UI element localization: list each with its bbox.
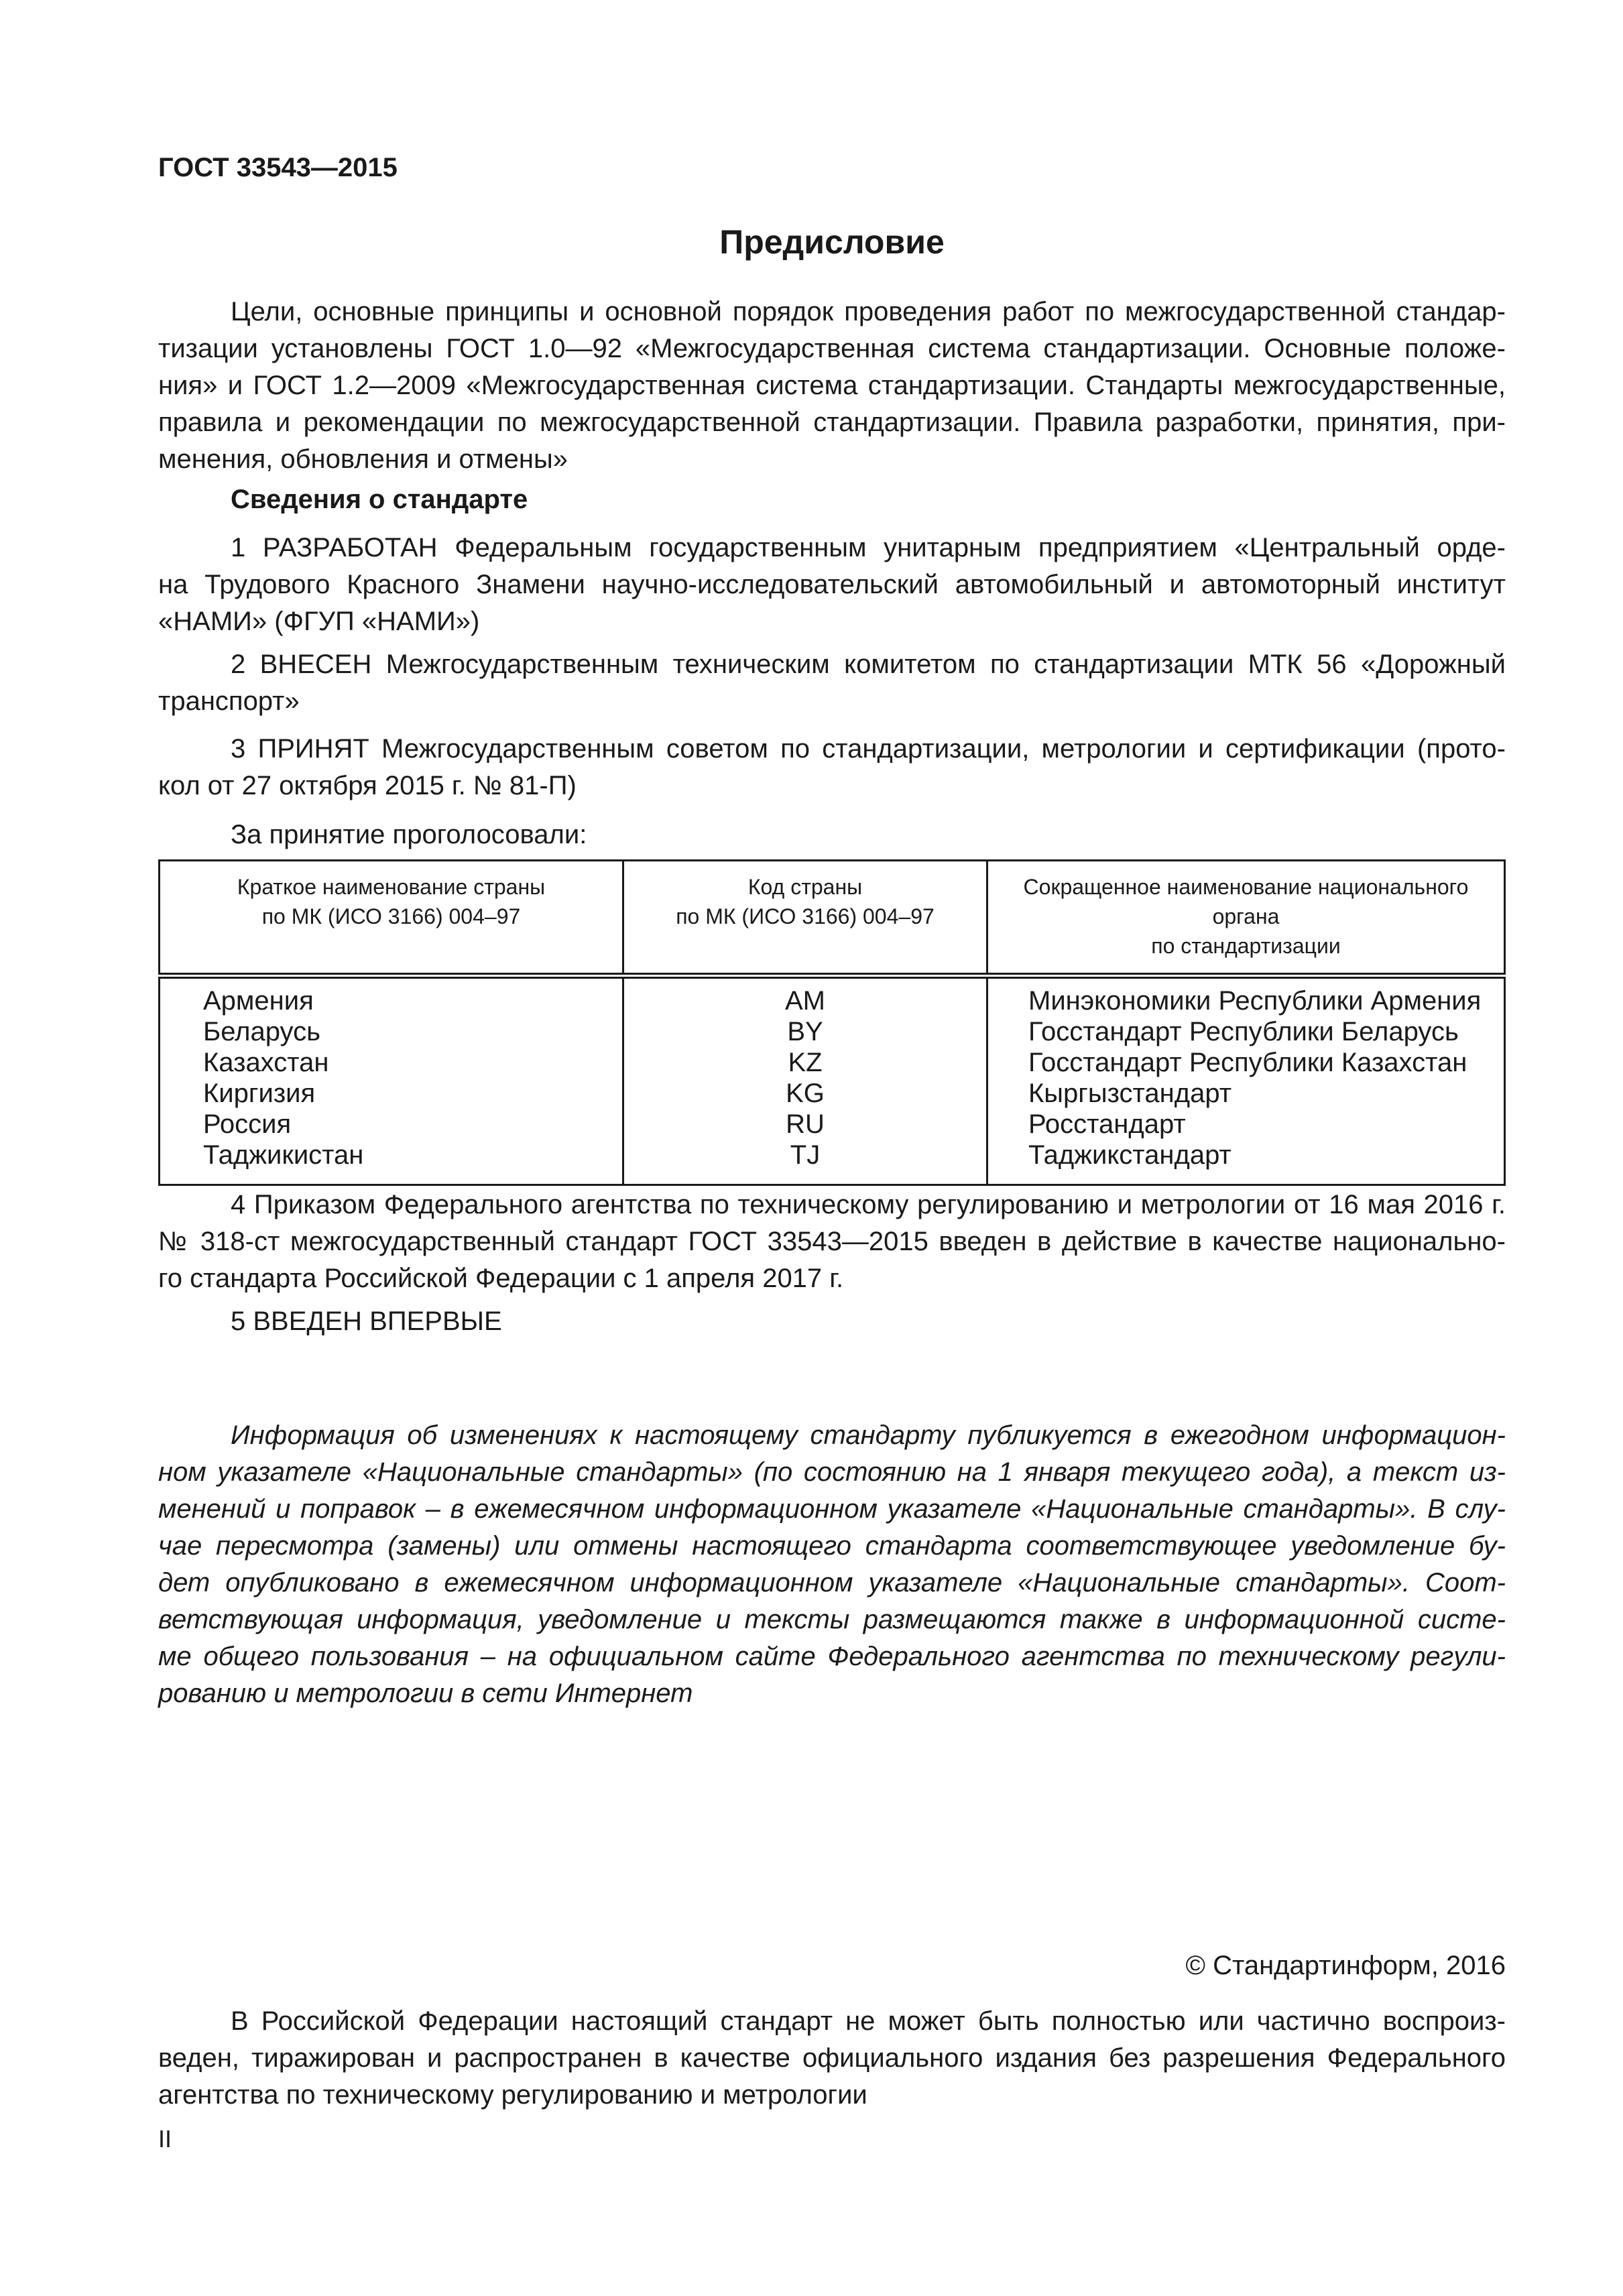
- notice-line: агентства по техническому регулированию и метрологии: [158, 2080, 867, 2110]
- info-line: Информация об изменениях к настоящему стандарту публикуется в ежегодном информацион-: [231, 1421, 1506, 1450]
- info-line: ветствующая информация, уведомление и тексты размещаются также в информационной систе-: [158, 1605, 1506, 1634]
- item-5: 5 ВВЕДЕН ВПЕРВЫЕ: [231, 1307, 502, 1336]
- info-line: чае пересмотра (замены) или отмены настоящего стандарта соответствующее уведомление бу-: [158, 1531, 1506, 1561]
- item-4: [158, 1187, 1506, 1297]
- item-4-line: 4 Приказом Федерального агентства по техническому регулированию и метрологии от 16 мая 2016 г.: [231, 1190, 1506, 1219]
- intro-line: правила и рекомендации по межгосударственной стандартизации. Правила разработки, принятия, при-: [158, 408, 1506, 437]
- page-number: II: [158, 2125, 172, 2153]
- intro-line: Цели, основные принципы и основной порядок проведения работ по межгосударственной стандар-: [231, 297, 1506, 326]
- item-2: [158, 646, 1506, 720]
- header-code: Код страны по МК (ИСО 3166) 004–97: [623, 861, 987, 976]
- copyright: © Стандартинформ, 2016: [1185, 1951, 1506, 1980]
- item-1-line: на Трудового Красного Знамени научно-исследовательский автомобильный и автомоторный институт: [158, 570, 1506, 599]
- table-header-row: [160, 861, 1505, 976]
- table-row: [160, 976, 1505, 1185]
- item-1: [158, 530, 1506, 640]
- document-code: ГОСТ 33543—2015: [158, 153, 398, 182]
- votes-table-wrap: [158, 859, 1506, 1186]
- intro-line: тизации установлены ГОСТ 1.0—92 «Межгосударственная система стандартизации. Основные положе-: [158, 334, 1506, 363]
- intro-line: менения, обновления и отмены»: [158, 444, 568, 474]
- votes-intro: За принятие проголосовали:: [231, 820, 587, 849]
- item-4-line: го стандарта Российской Федерации с 1 апреля 2017 г.: [158, 1264, 844, 1293]
- notice-line: веден, тиражирован и распространен в качестве официального издания без разрешения Федерального: [158, 2043, 1506, 2073]
- page-title: Предисловие: [719, 223, 945, 261]
- header-body: Сокращенное наименование национального органа по стандартизации: [987, 861, 1505, 976]
- info-line: ном указателе «Национальные стандарты» (по состоянию на 1 января текущего года), а текст из-: [158, 1457, 1506, 1487]
- notice-line: В Российской Федерации настоящий стандарт не может быть полностью или частично воспроиз-: [231, 2006, 1506, 2036]
- item-1-line: 1 РАЗРАБОТАН Федеральным государственным унитарным предприятием «Центральный орде-: [231, 533, 1506, 562]
- votes-table: [158, 859, 1506, 1186]
- country-cell: Армения Беларусь Казахстан Киргизия Россия Таджикистан: [160, 976, 623, 1185]
- info-line: ме общего пользования – на официальном сайте Федерального агентства по техническому регули-: [158, 1642, 1506, 1671]
- item-3: [158, 731, 1506, 804]
- item-3-line: 3 ПРИНЯТ Межгосударственным советом по стандартизации, метрологии и сертификации (прото-: [231, 734, 1506, 764]
- notice-paragraph: [158, 2003, 1506, 2114]
- code-cell: AM BY KZ KG RU TJ: [623, 976, 987, 1185]
- body-cell: Минэкономики Республики Армения Госстандарт Республики Беларусь Госстандарт Республики Казахстан Кыргызстандарт Росстандарт Таджикстандарт: [987, 976, 1505, 1185]
- item-2-line: транспорт»: [158, 686, 300, 716]
- intro-line: ния» и ГОСТ 1.2—2009 «Межгосударственная система стандартизации. Стандарты межгосударственные,: [158, 371, 1506, 400]
- info-paragraph: [158, 1417, 1506, 1712]
- info-line: дет опубликовано в ежемесячном информационном указателе «Национальные стандарты». Соот-: [158, 1568, 1506, 1597]
- item-4-line: № 318-ст межгосударственный стандарт ГОСТ 33543—2015 введен в действие в качестве национально-: [158, 1227, 1506, 1256]
- info-line: рованию и метрологии в сети Интернет: [158, 1679, 693, 1708]
- item-1-line: «НАМИ» (ФГУП «НАМИ»): [158, 607, 480, 636]
- info-line: менений и поправок – в ежемесячном информационном указателе «Национальные стандарты». В слу-: [158, 1494, 1506, 1524]
- section-heading: Сведения о стандарте: [231, 485, 528, 514]
- intro-paragraph: [158, 294, 1506, 478]
- item-3-line: кол от 27 октября 2015 г. № 81-П): [158, 771, 577, 800]
- item-2-line: 2 ВНЕСЕН Межгосударственным техническим комитетом по стандартизации МТК 56 «Дорожный: [231, 650, 1506, 679]
- header-country: Краткое наименование страны по МК (ИСО 3166) 004–97: [160, 861, 623, 976]
